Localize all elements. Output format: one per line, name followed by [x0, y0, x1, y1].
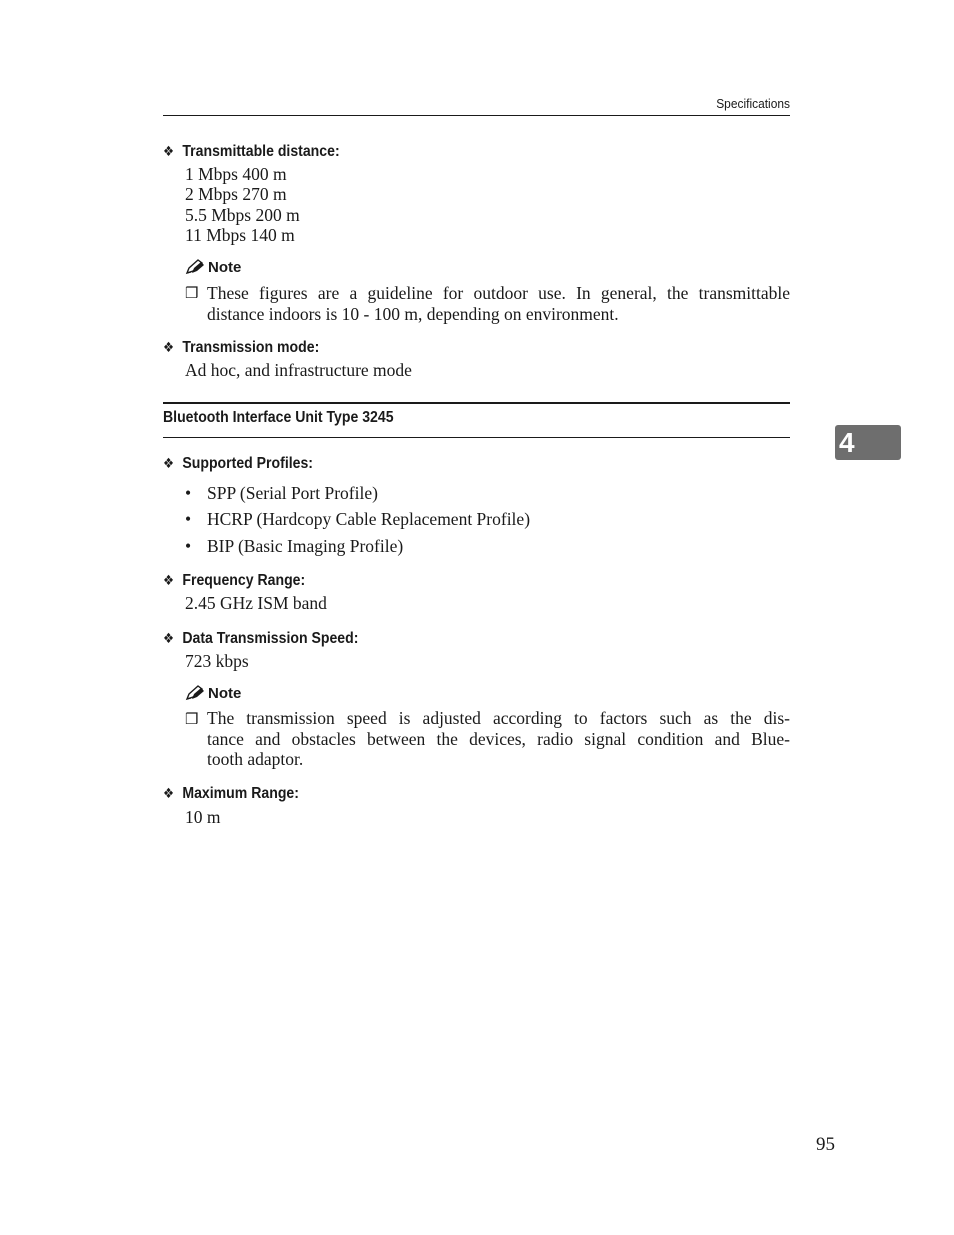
- heading-transmission-mode: ❖ Transmission mode:: [163, 339, 320, 356]
- distance-line-2: 2 Mbps 270 m: [185, 184, 287, 204]
- pencil-note-icon: [185, 259, 205, 275]
- heading-maximum-range: ❖ Maximum Range:: [163, 785, 299, 802]
- page-number: 95: [816, 1134, 835, 1155]
- section-rule-top: [163, 402, 790, 404]
- diamond-bullet-icon: ❖: [163, 455, 175, 471]
- heading-transmittable-distance: ❖ Transmittable distance:: [163, 143, 340, 160]
- maximum-range-value: 10 m: [185, 807, 221, 827]
- diamond-bullet-icon: ❖: [163, 785, 175, 801]
- checkbox-icon: ❒: [185, 286, 199, 302]
- list-item: • BIP (Basic Imaging Profile): [185, 536, 404, 556]
- checkbox-icon: ❒: [185, 712, 199, 728]
- list-item: • SPP (Serial Port Profile): [185, 483, 378, 503]
- note-text-2: The transmission speed is adjusted according to factors such as the dis- tance and obstacles between the devices, radio signal condition and Blue- tooth adaptor.: [207, 708, 790, 769]
- heading-data-transmission-speed: ❖ Data Transmission Speed:: [163, 630, 359, 647]
- distance-line-3: 5.5 Mbps 200 m: [185, 205, 300, 225]
- note-heading-1: Note: [185, 259, 241, 276]
- bullet-dot-icon: •: [185, 509, 192, 529]
- heading-supported-profiles: ❖ Supported Profiles:: [163, 455, 313, 472]
- note-heading-2: Note: [185, 685, 241, 702]
- section-rule-bottom: [163, 437, 790, 438]
- bullet-dot-icon: •: [185, 483, 192, 503]
- chapter-tab: 4: [835, 425, 901, 460]
- note-text-1: These figures are a guideline for outdoor use. In general, the transmittable distance indoors is 10 - 100 m, depending on environment.: [207, 283, 790, 324]
- distance-line-1: 1 Mbps 400 m: [185, 164, 287, 184]
- diamond-bullet-icon: ❖: [163, 630, 175, 646]
- list-item: • HCRP (Hardcopy Cable Replacement Profile): [185, 509, 531, 529]
- bullet-dot-icon: •: [185, 536, 192, 556]
- header-rule: [163, 115, 790, 116]
- running-header: Specifications: [716, 96, 790, 111]
- diamond-bullet-icon: ❖: [163, 143, 175, 159]
- diamond-bullet-icon: ❖: [163, 339, 175, 355]
- pencil-note-icon: [185, 685, 205, 701]
- distance-line-4: 11 Mbps 140 m: [185, 225, 295, 245]
- data-speed-value: 723 kbps: [185, 651, 249, 671]
- heading-frequency-range: ❖ Frequency Range:: [163, 572, 306, 589]
- frequency-range-value: 2.45 GHz ISM band: [185, 593, 327, 613]
- transmission-mode-value: Ad hoc, and infrastructure mode: [185, 360, 412, 380]
- diamond-bullet-icon: ❖: [163, 572, 175, 588]
- section-title-bluetooth: Bluetooth Interface Unit Type 3245: [163, 409, 394, 426]
